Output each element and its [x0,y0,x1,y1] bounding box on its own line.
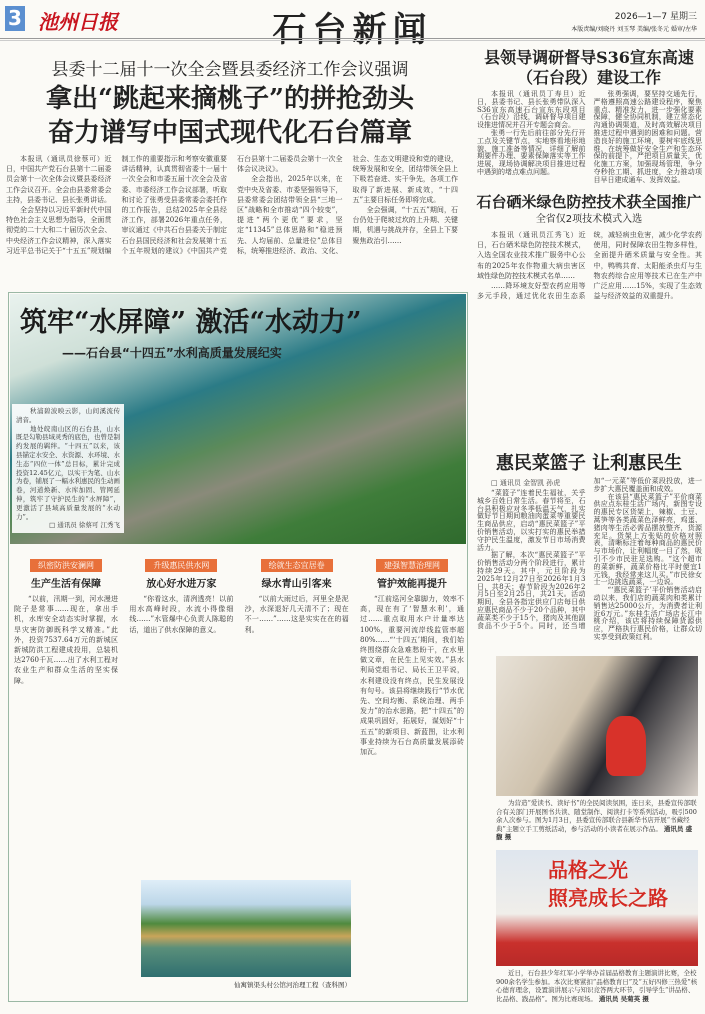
photo-credit: 通讯员 吴菊英 摄 [598,994,649,1003]
lead-headline-2: 奋力谱写中国式现代化石台篇章 [47,118,412,148]
section-title: 石台新闻 [272,10,433,50]
paragraph: ……降环境友好型农药应用等多元手段，通过优化农田生态系统，减轻病虫危害，减少化学农药使用，同时保障农田生物多样性，全面提升硒米质量与安全性。其中，鸭鸭共育、太阳能杀虫灯与生物农药综合应用等技术已在生产中广泛应用……15%，实现了生态效益与经济效益的双重提升。 [477,231,702,301]
section-title: 绿水青山引客来 [261,579,332,590]
section-title: 管护效能再提升 [376,579,447,590]
header-rule [0,38,705,41]
paragraph: 张勇一行先后前往部分先行开工点及关键节点，实地察看地形地貌、施工准备等情况，详细了解前期要件办理、要素保障落实等工作进展，现场协调解决项目推进过程中遇到的堵点难点问题。 [477,128,586,176]
s36-headline [475,48,703,88]
paper-cut-figure [606,716,646,776]
lead-body [6,154,458,288]
s36-headline-1: 县领导调研督导S36宣东高速 [484,48,694,67]
reading-activity-photo [496,656,698,796]
selenium-subhead: 全省仅2项技术模式入选 [535,214,643,225]
section-text: “以前大雨过后，河里全是泥沙，水深退好几天清不了；现在不一……”……这是实实在在的福利。 [244,595,349,634]
section-smart [360,553,464,757]
s36-body [477,91,702,189]
newspaper-logo: 池州日报 [38,10,118,34]
s36-headline-2: （石台段）建设工作 [516,68,661,87]
section-text: “以前，汛期一到，河水漫进院子是常事……现在，拿出手机，水库安全动态实时掌握，水旱灾害防御既科学又精准。”此外，投资7537.64万元的新城区新城防洪工程建成投用，总装机达2760千瓦……出了水利工程对农业生产和群众生活的坚实保障。 [14,595,118,685]
banner-text-2: 照亮成长之路 [548,886,668,910]
byline: □ 通讯员 金智凯 孙虎 [491,479,561,487]
paragraph: 全会指出，2025年以来，在党中央及省委、市委坚强领导下，县委常委会团结带领全县“三地一区”战略和全市推动“四个较变”，提进“两个更优”要求，坚定“11345”总体思路和“稳进预先、人均届前、总量进位”总体目标，统筹推进经济、政治、文化、社会、生态文明建设和党的建设，统筹发展和安全，团结带领全县上下吸若奋进、实干争先，各项工作取得了新进展、新成效，“十四五”主要目标任务即将完成。 [237,155,458,255]
caibaozi-body [477,478,702,652]
river-project-photo [141,880,351,977]
photo-credit: 通讯员 盛馥 摄 [496,824,693,841]
paragraph: 本报讯（通讯员徐蔡可）近日，中国共产党石台县第十二届委员会第十一次全体会议暨县委经济工作会议召开。全会由县委常委会主持，县委书记、县长张勇讲话。 [6,155,112,204]
section-tag: 绘就生态宜居卷 [261,559,333,572]
water-sections [14,553,464,757]
paragraph: 地处皖南山区的石台县，山水既是勾勒县域灵秀的底色，也曾是制约发展的羁绊。“十四五”以来，该县锚定水安全、水资源、水环境、水生态“四位一体”总目标，累计完成投资12.45亿元，以实干为笔、山水为卷，铺展了一幅水利惠民的生动画卷，河道焕新、水库加固、管网延伸，筑牢了守护民生的“水屏障”，更激活了县域高质量发展的“水动力”。 [16,424,120,521]
section-text: “你看这水，清冽透亮！以前用水高峰时段，水流小得像细线……”水管爆中心负责人陈聪的话，道出了供水保障的意义。 [129,595,234,634]
speech-contest-photo [496,850,698,966]
caption-text: 为营造“爱读书、读好书”的全民阅读氛围，连日来，县委宣传部联合有关部门开展图书共读、随堂制作、阅读打卡等系列活动，吸引500余人次参与。图为1月3日，县委宣传部联合县新华书店开展“书藏经典”主题立手工剪纸活动，参与活动的小读者在展示作品。 [496,799,697,833]
page-number: 3 [5,6,25,31]
speech-caption [496,969,698,1003]
caption-text: 近日，石台县少年红军小学举办首届品格教育主题演讲比赛，全校900余名学生参加。本次比赛紧扣“品格教育日”及“五好四修三热爱”核心德育理念，设置演讲展示与知识竞答两大环节，引导学生“讲品格、比品格、践品格”。图为比赛现场。 [496,969,698,1003]
paragraph: 本报讯（通讯员江秀飞）近日，石台硒米绿色防控技术模式，入选全国农业技术推广服务中心公布的2025年农作物重大病虫害区域性绿色防控技术模式名单…… [477,231,586,280]
water-headline: 筑牢“水屏障” 激活“水动力” [20,307,362,338]
paragraph: 张勇强调，要坚持交通先行，严格遵照高速公路建设程序，聚焦重点、精准发力，进一步强化要素保障，健全协同机制，建立常态化沟通协调渠道，及时高效解决项目推进过程中遇到的困难和问题。营造良好的施工环境，要树牢底线思维，在统筹做好安全生产和生态环保的前提下，严把项目质量关，优化施工方案，加强现场管理，争分夺秒抢工期、抓进度，全力推动项目早日建成通车、发挥效益。 [593,90,702,184]
paragraph: 全会坚持以习近平新时代中国特色社会主义思想为指导，全面贯彻党的二十大和二十届历次全会、中央经济工作会议精神，深入落实习近平总书记关于“十五五”规划编制工作的重要指示和考察安徽重要讲话精神，认真贯彻省委十一届十一次全会和市委五届十次全会及省委、市委经济工作会议部署，听取和讨论了张勇受县委常委会委托作的工作报告，总结2025年全县经济工作，部署2026年重点任务，审议通过《中共石台县委关于制定石台县国民经济和社会发展第十五个五年规划的建议》《中国共产党石台县第十二届委员会第十一次全体会议决议》。 [6,155,343,255]
selenium-body [477,230,702,448]
section-supply [129,553,233,757]
section-tag: 织密防洪安澜网 [30,559,102,572]
section-title: 生产生活有保障 [31,579,101,590]
water-intro [12,404,124,533]
caibaozi-headline: 惠民菜篮子 让利惠民生 [495,453,683,474]
issue-date: 2026—1—7 星期三 [614,12,697,22]
paragraph: “菜篮子”连着民生福祉，关乎城乡百姓日常生活。春节将至，石台县积极应对冬季低温天气，扎实做好节日期间粮油肉蛋菜等重要民生商品供应，启动“惠民菜篮子”平价销售活动，以实打实的惠民举措守护民生温度，激发节日市场消费活力。 [477,489,586,552]
section-text: “江前巡河全靠脚力，效率不高，现在有了‘智慧水利’，通过……重点取用水户计量率达100%，重要河流岸线监管率超80%……“‘十四五’期间，我们始终围绕群众急难愁盼干，在水里做文章，在民生上见实效。”县水利局党组书记、局长王卫平说，水利建设没有终点，民生发展没有句号。该县将继续践行“节水优先、空间均衡、系统治理、两手发力”的治水思路，把“十四五”的成果巩固好，拓展好，谋划好“十五五”的新项目、新蓝图，让水利事业持续为石台高质量发展添砖加瓦。 [359,595,464,757]
editors-line: 本版责编/刘晓丹 刘玉琴 美编/张冬元 婚审/左华 [571,26,697,33]
section-tag: 升级惠民供水网 [145,559,217,572]
section-ecology [245,553,349,757]
section-flood [14,553,118,757]
paragraph: 本报讯（通讯员丁寿旦）近日，县委书记、县长张勇带队深入S36宣东高速石台宣东东段项目（石台段）沿线，调研督导项目建设推进情况并召开专题会商会。 [477,90,586,130]
river-photo-caption: 仙寓镇渠头村公馆河治理工程（查科图） [234,981,351,989]
paragraph: 据了解，本次“惠民菜篮子”平价销售活动分两个阶段进行，累计持续29天。其中，元旦阶段为2025年12月27日至2026年1月3日，共8天；春节阶段为2026年2月5日至2月25日，共21天。活动期间，全县各指定供应门店每日供应惠民商品不少于20个品种，其中蔬菜类不少于15个，猪肉及其他副食品不少于5个。同时，还当增加“一元菜”等低价菜段投放，进一步扩大惠民覆盖面和成效。 [477,477,702,630]
banner-text-1: 品格之光 [548,858,628,882]
section-tag: 建强智慧治理网 [376,559,448,572]
paragraph: “‘惠民菜篮子’平价销售活动启动以来，我们店的蔬菜肉和类累计销售达25000公斤，为消费者让利近6万元。”东桂生活广场店长江中桃介绍，该店将持续保障货源供应，严格执行惠民价格，让群众切实享受到政策红利。 [593,586,702,641]
water-subhead: ——石台县“十四五”水利高质量发展纪实 [62,346,282,360]
reading-caption [496,799,698,842]
lead-kicker: 县委十二届十一次全会暨县委经济工作会议强调 [51,60,409,80]
selenium-headline: 石台硒米绿色防控技术获全国推广 [476,193,702,211]
lead-headline-1: 拿出“跳起来摘桃子”的拼抢劲头 [46,84,414,114]
byline: □ 通讯员 徐蔡可 江秀飞 [49,521,120,530]
paragraph: 秋浦碧波映云影，山间溪流传清音。 [16,407,120,424]
paragraph: 全会强调，“十五五”期间，石台仍处于爬坡过坎的上升期、关键期，机遇与挑战并存，全县上下要聚焦政治引…… [352,206,458,245]
section-title: 放心好水进万家 [146,579,217,590]
paragraph: 在该县“惠民菜篮子”平价商菜供应点东桂生活广场内，新图专设的惠民专区货架上，辣椒、土豆、蒿笋等各类蔬菜色泽鲜亮，鸡蛋、猪肉等生活必需品摆放整齐，货源充足。货架上方张贴的价格对照表，清晰标注着每种商品的惠民价与市场价，让利幅度一目了然，吸引不少市民驻足选购。“这个超市的菜新鲜，蔬菜价格比平时便宜1元钱，我经常来这儿买。”市民徐女士一边挑选蔬菜，一边说。 [593,492,702,587]
